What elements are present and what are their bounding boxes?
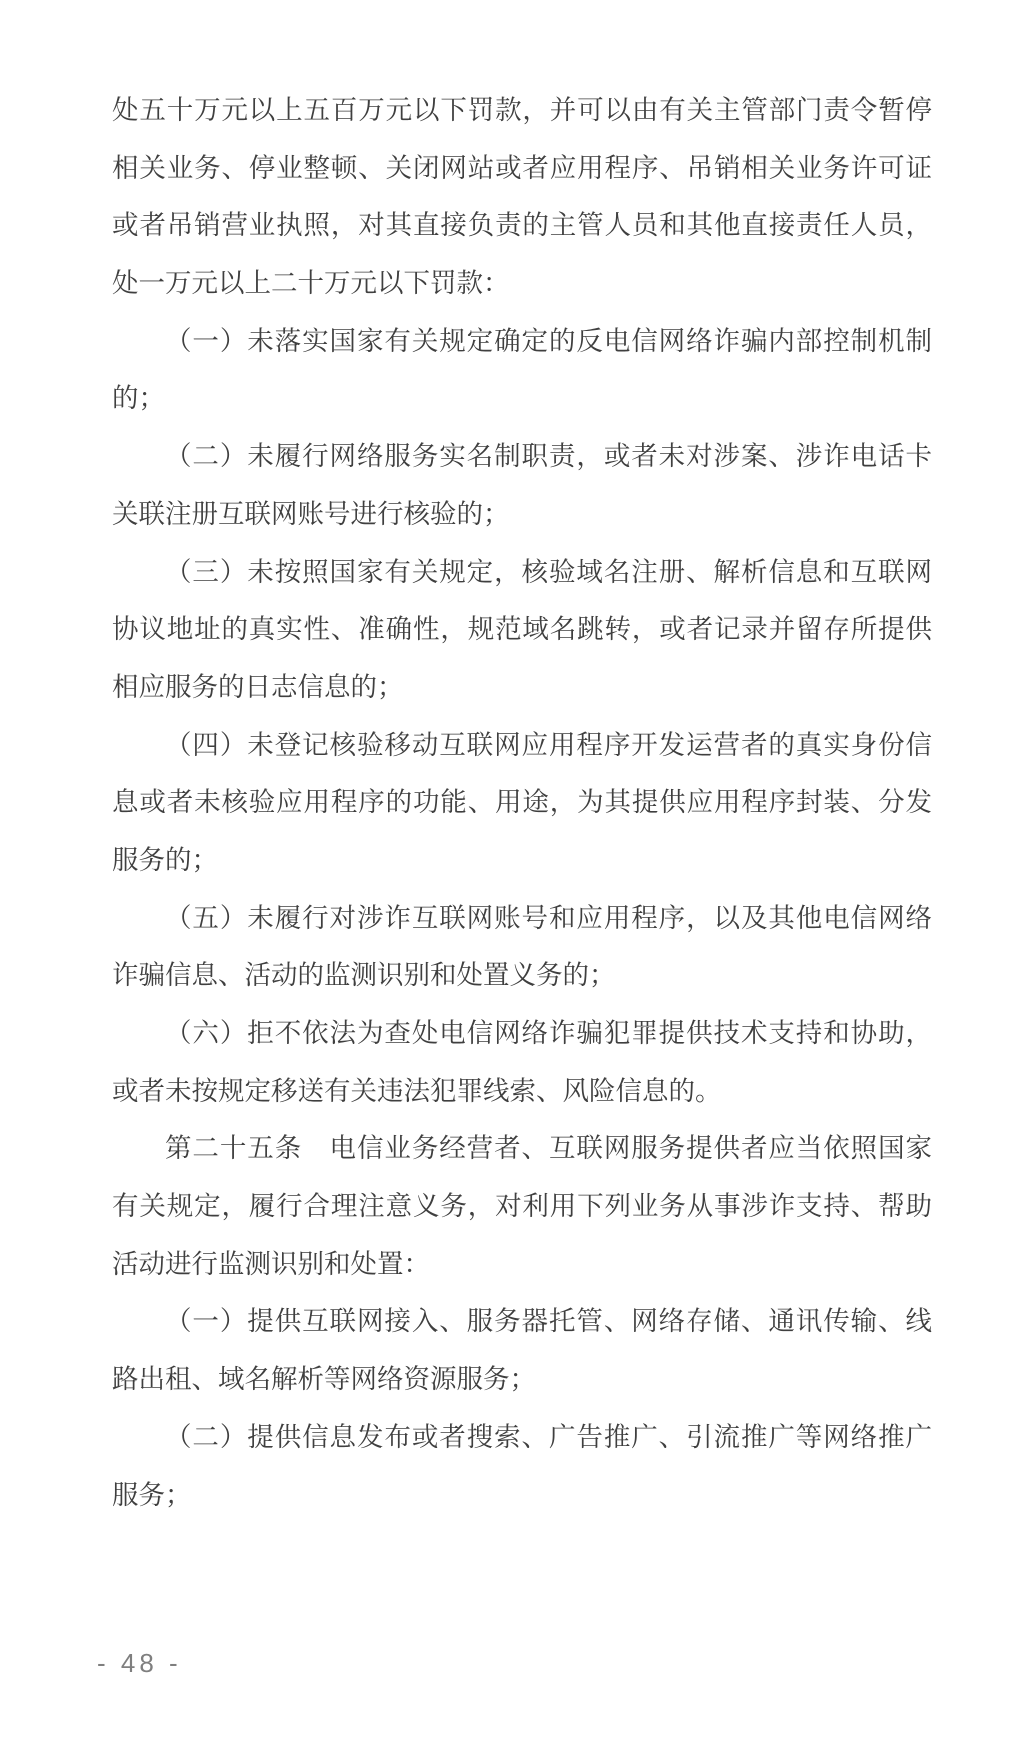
- page-number: - 48 -: [97, 1648, 182, 1678]
- text-line: （三）未按照国家有关规定，核验域名注册、解析信息和互联网: [165, 556, 932, 587]
- document-body: [112, 82, 932, 1524]
- text-line: 有关规定，履行合理注意义务，对利用下列业务从事涉诈支持、帮助: [112, 1191, 932, 1222]
- text-line: （五）未履行对涉诈互联网账号和应用程序，以及其他电信网络: [165, 902, 932, 933]
- text-line: 路出租、域名解析等网络资源服务；: [112, 1364, 536, 1395]
- text-line: （一）未落实国家有关规定确定的反电信网络诈骗内部控制机制: [165, 325, 932, 356]
- article-heading-line: 第二十五条 电信业务经营者、互联网服务提供者应当依照国家: [165, 1133, 932, 1164]
- text-line: （一）提供互联网接入、服务器托管、网络存储、通讯传输、线: [165, 1306, 932, 1337]
- text-line: 服务；: [112, 1479, 192, 1510]
- text-line: 处一万元以上二十万元以下罚款：: [112, 268, 510, 299]
- text-line: 相应服务的日志信息的；: [112, 671, 404, 702]
- text-line: （四）未登记核验移动互联网应用程序开发运营者的真实身份信: [165, 729, 932, 760]
- text-line: 或者未按规定移送有关违法犯罪线索、风险信息的。: [112, 1075, 722, 1106]
- text-line: 或者吊销营业执照，对其直接负责的主管人员和其他直接责任人员，: [112, 210, 932, 241]
- text-line: （二）提供信息发布或者搜索、广告推广、引流推广等网络推广: [165, 1421, 932, 1452]
- text-line: 诈骗信息、活动的监测识别和处置义务的；: [112, 960, 616, 991]
- text-line: 息或者未核验应用程序的功能、用途，为其提供应用程序封装、分发: [112, 787, 932, 818]
- text-line: 关联注册互联网账号进行核验的；: [112, 498, 510, 529]
- text-line: 协议地址的真实性、准确性，规范域名跳转，或者记录并留存所提供: [112, 614, 932, 645]
- text-line: （二）未履行网络服务实名制职责，或者未对涉案、涉诈电话卡: [165, 441, 932, 472]
- text-line: 的；: [112, 383, 165, 414]
- text-line: 活动进行监测识别和处置：: [112, 1248, 430, 1279]
- text-line: （六）拒不依法为查处电信网络诈骗犯罪提供技术支持和协助，: [165, 1018, 932, 1048]
- text-line: 处五十万元以上五百万元以下罚款，并可以由有关主管部门责令暂停: [112, 95, 932, 125]
- text-line: 相关业务、停业整顿、关闭网站或者应用程序、吊销相关业务许可证: [112, 152, 932, 183]
- text-line: 服务的；: [112, 844, 218, 875]
